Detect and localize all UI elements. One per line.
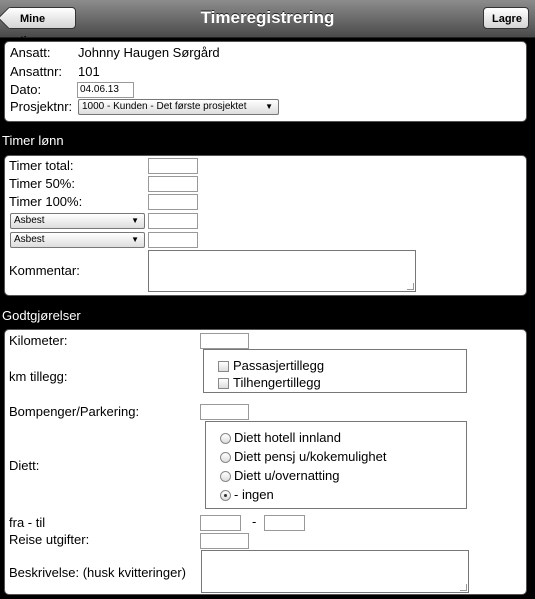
fra-til-label: fra - til xyxy=(9,515,46,530)
header-bar xyxy=(0,0,535,38)
wage-type-select-2[interactable] xyxy=(10,232,145,248)
timer-100-label: Timer 100%: xyxy=(9,194,83,209)
ansattnr-label: Ansattnr: xyxy=(10,64,63,79)
project-select-value: 1000 - Kunden - Det første prosjektet xyxy=(82,101,247,112)
diett-overnatting-label: Diett u/overnatting xyxy=(234,468,340,483)
km-tillegg-label: km tillegg: xyxy=(9,369,68,384)
diett-ingen-label: - ingen xyxy=(234,487,274,502)
wages-panel xyxy=(4,155,527,296)
ansatt-value: Johnny Haugen Sørgård xyxy=(78,45,220,60)
diett-ingen-radio[interactable] xyxy=(220,490,231,501)
ansattnr-value: 101 xyxy=(78,64,100,79)
reise-label: Reise utgifter: xyxy=(9,532,90,547)
passasjer-checkbox[interactable] xyxy=(218,361,229,372)
km-tillegg-group xyxy=(203,349,467,393)
dropdown-arrow-icon: ▼ xyxy=(131,216,139,225)
wage-type-select-2-value: Asbest xyxy=(14,234,45,245)
page-title: Timeregistrering xyxy=(200,8,335,27)
bompenger-input[interactable] xyxy=(200,404,249,420)
tilhenger-label: Tilhengertillegg xyxy=(233,375,321,390)
kilometer-input[interactable] xyxy=(200,333,249,349)
wage-type-input-2[interactable] xyxy=(148,232,198,248)
timer-50-label: Timer 50%: xyxy=(9,176,75,191)
beskrivelse-textarea[interactable] xyxy=(201,550,469,593)
passasjer-label: Passasjertillegg xyxy=(233,358,325,373)
beskrivelse-label: Beskrivelse: (husk kvitteringer) xyxy=(9,565,186,580)
diett-pensj-radio[interactable] xyxy=(220,452,231,463)
dropdown-arrow-icon: ▼ xyxy=(131,235,139,244)
timer-50-input[interactable] xyxy=(148,176,198,192)
diett-group xyxy=(205,421,467,509)
wage-type-select-1[interactable] xyxy=(10,213,145,229)
ansatt-label: Ansatt: xyxy=(10,45,51,60)
tilhenger-checkbox[interactable] xyxy=(218,378,229,389)
diett-overnatting-radio[interactable] xyxy=(220,471,231,482)
diett-hotell-radio[interactable] xyxy=(220,433,231,444)
employee-panel xyxy=(4,41,527,122)
wages-section-title: Timer lønn xyxy=(2,133,64,148)
til-input[interactable] xyxy=(264,515,305,531)
back-button[interactable]: Mine xyxy=(7,7,76,29)
kilometer-label: Kilometer: xyxy=(9,333,68,348)
reise-input[interactable] xyxy=(200,533,249,549)
fra-til-separator: - xyxy=(252,514,257,529)
project-select[interactable] xyxy=(78,99,279,115)
save-button[interactable]: Lagre xyxy=(483,7,529,29)
timer-total-input[interactable] xyxy=(148,158,198,174)
diett-pensj-label: Diett pensj u/kokemulighet xyxy=(234,449,387,464)
wage-type-select-1-value: Asbest xyxy=(14,215,45,226)
dato-label: Dato: xyxy=(10,82,42,97)
diett-label: Diett: xyxy=(9,458,40,473)
dropdown-arrow-icon: ▼ xyxy=(265,102,273,111)
allowances-panel xyxy=(4,329,527,595)
prosjekt-label: Prosjektnr: xyxy=(10,99,73,114)
wage-type-input-1[interactable] xyxy=(148,213,198,229)
diett-hotell-label: Diett hotell innland xyxy=(234,430,341,445)
bompenger-label: Bompenger/Parkering: xyxy=(9,404,140,419)
fra-input[interactable] xyxy=(200,515,241,531)
timer-100-input[interactable] xyxy=(148,194,198,210)
comment-textarea[interactable] xyxy=(148,250,416,292)
date-input[interactable]: 04.06.13 xyxy=(77,82,134,98)
timer-total-label: Timer total: xyxy=(9,158,74,173)
allowances-section-title: Godtgjørelser xyxy=(2,308,81,323)
comment-label: Kommentar: xyxy=(9,263,80,278)
